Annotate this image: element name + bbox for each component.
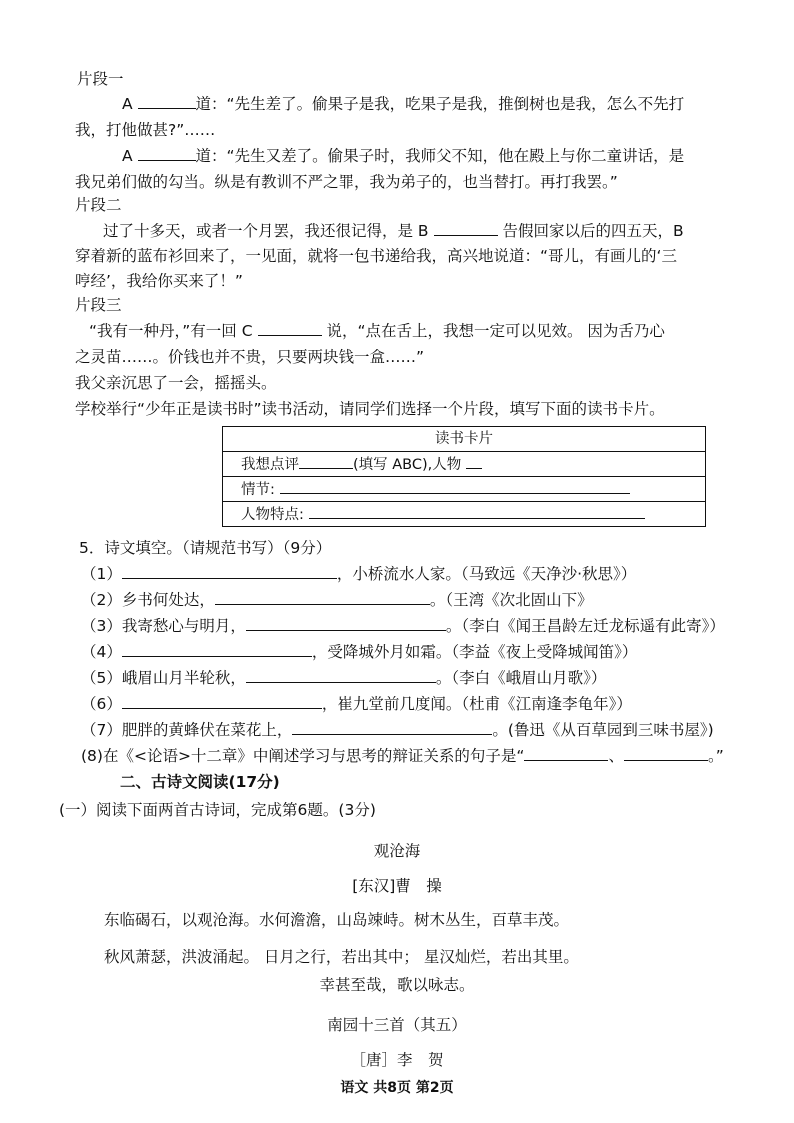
card-person-label: (填写 ABC),人物 <box>353 456 462 473</box>
q5-item6-text: ，崔九堂前几度闻。（杜甫《江南逢李龟年》） <box>321 695 632 713</box>
poem1-line1: 东临碣石，以观沧海。水何澹澹，山岛竦峙。树木丛生，百草丰茂。 <box>104 911 570 929</box>
section1-text1: 道：“先生差了。偷果子是我，吃果子是我，推倒树也是我，怎么不先打 <box>195 95 685 113</box>
q5-blank3[interactable] <box>246 615 446 631</box>
q5-item8-end: 。” <box>707 747 724 765</box>
q5-item4-num: （4） <box>81 643 122 661</box>
card-person-blank[interactable] <box>466 453 482 469</box>
section1-line3 <box>122 145 684 167</box>
section2-line3: 哼经’，我给你买来了！” <box>75 272 243 290</box>
q5-item5-text: （5）峨眉山月半轮秋， <box>81 669 246 687</box>
label-a: A <box>122 147 133 165</box>
label-a: A <box>122 95 133 113</box>
card-plot-blank[interactable] <box>280 478 630 494</box>
q5-item5 <box>81 667 606 689</box>
q5-item8-sep: 、 <box>608 747 624 765</box>
card-trait-label: 人物特点: <box>241 506 304 523</box>
q5-item7 <box>81 719 714 741</box>
section1-line1 <box>122 93 684 115</box>
poem1-line3: 幸甚至哉，歌以咏志。 <box>319 976 475 994</box>
section-2-title: 二、古诗文阅读(17分) <box>120 773 280 791</box>
q5-blank8b[interactable] <box>624 745 708 761</box>
q5-item5-src: 。（李白《峨眉山月歌》） <box>435 669 607 687</box>
q5-item3-text: （3）我寄愁心与明月， <box>81 617 246 635</box>
section1-line4: 我兄弟们做的勾当。纵是有教训不严之罪，我为弟子的，也当替打。再打我罢。” <box>75 173 618 191</box>
q5-item2-text: （2）乡书何处达， <box>81 591 215 609</box>
card-row-comment <box>223 452 706 477</box>
page-footer: 语文 共8页 第2页 <box>340 1080 454 1096</box>
q5-item8-text: (8)在《<论语>十二章》中阐述学习与思考的辩证关系的句子是“ <box>81 747 525 765</box>
q5-item7-src: 。(鲁迅《从百草园到三味书屋》) <box>492 721 714 739</box>
card-plot-label: 情节: <box>241 481 275 498</box>
q5-item3 <box>81 615 725 637</box>
poem1-title: 观沧海 <box>373 842 421 860</box>
q5-item2 <box>81 589 593 611</box>
q5-item6-num: （6） <box>81 695 122 713</box>
section3-line2: 之灵苗……。价钱也并不贵，只要两块钱一盒……” <box>75 348 425 366</box>
blank-a2[interactable] <box>138 145 196 161</box>
q5-blank8a[interactable] <box>524 745 608 761</box>
card-row-trait <box>223 502 706 527</box>
section2-line1 <box>103 220 684 242</box>
reading-card <box>222 426 706 527</box>
card-letter-blank[interactable] <box>299 453 353 469</box>
section-2-subtitle: (一）阅读下面两首古诗词，完成第6题。(3分) <box>59 801 376 819</box>
q5-blank2[interactable] <box>215 589 430 605</box>
q5-blank4[interactable] <box>122 641 312 657</box>
card-title: 读书卡片 <box>223 427 706 452</box>
q5-item7-text: （7）肥胖的黄蜂伏在菜花上， <box>81 721 293 739</box>
section1-heading: 片段一 <box>77 70 124 88</box>
q5-item8 <box>81 745 724 767</box>
q5-item4-text: ，受降城外月如霜。（李益《夜上受降城闻笛》） <box>311 643 638 661</box>
blank-c[interactable] <box>258 320 322 336</box>
q5-item6 <box>81 693 632 715</box>
q5-blank1[interactable] <box>122 563 337 579</box>
q5-item1 <box>81 563 636 585</box>
section3-text1a: “我有一种丹，”有一回 C <box>89 322 253 340</box>
section2-heading: 片段二 <box>75 196 122 214</box>
blank-b[interactable] <box>434 220 498 236</box>
section2-text1b: 告假回家以后的四五天，B <box>502 222 684 240</box>
section1-line2: 我，打他做甚?”…… <box>75 121 216 139</box>
q5-item2-src: 。（王湾《次北固山下》 <box>429 591 593 609</box>
section1-text3: 道：“先生又差了。偷果子时，我师父不知，他在殿上与你二童讲话，是 <box>195 147 685 165</box>
section3-line1 <box>89 320 665 342</box>
poem1-author: [东汉]曹 操 <box>352 877 442 895</box>
section3-line4: 学校举行“少年正是读书时”读书活动，请同学们选择一个片段，填写下面的读书卡片。 <box>75 400 665 418</box>
poem2-title: 南园十三首（其五） <box>327 1016 467 1034</box>
q5-item3-src: 。（李白《闻王昌龄左迁龙标遥有此寄》） <box>445 617 725 635</box>
q5-blank6[interactable] <box>122 693 322 709</box>
poem1-line2: 秋风萧瑟，洪波涌起。 日月之行，若出其中； 星汉灿烂，若出其里。 <box>104 948 579 966</box>
section2-line2: 穿着新的蓝布衫回来了，一见面，就将一包书递给我，高兴地说道：“哥儿，有画儿的‘三 <box>75 247 677 265</box>
q5-title: 5．诗文填空。（请规范书写）（9分） <box>79 539 332 557</box>
section3-text1b: 说，“点在舌上，我想一定可以见效。 因为舌乃心 <box>326 322 665 340</box>
q5-item1-text: ，小桥流水人家。（马致远《天净沙·秋思》） <box>336 565 637 583</box>
q5-item4 <box>81 641 637 663</box>
blank-a1[interactable] <box>138 93 196 109</box>
card-row-plot <box>223 477 706 502</box>
card-trait-blank[interactable] <box>309 503 645 519</box>
section3-heading: 片段三 <box>75 296 122 314</box>
q5-item1-num: （1） <box>81 565 122 583</box>
q5-blank5[interactable] <box>246 667 436 683</box>
section3-line3: 我父亲沉思了一会，摇摇头。 <box>75 374 277 392</box>
card-comment-label: 我想点评 <box>241 456 299 473</box>
poem2-author: ［唐］李 贺 <box>350 1051 444 1069</box>
q5-blank7[interactable] <box>292 719 492 735</box>
section2-text1a: 过了十多天，或者一个月罢，我还很记得，是 B <box>103 222 429 240</box>
